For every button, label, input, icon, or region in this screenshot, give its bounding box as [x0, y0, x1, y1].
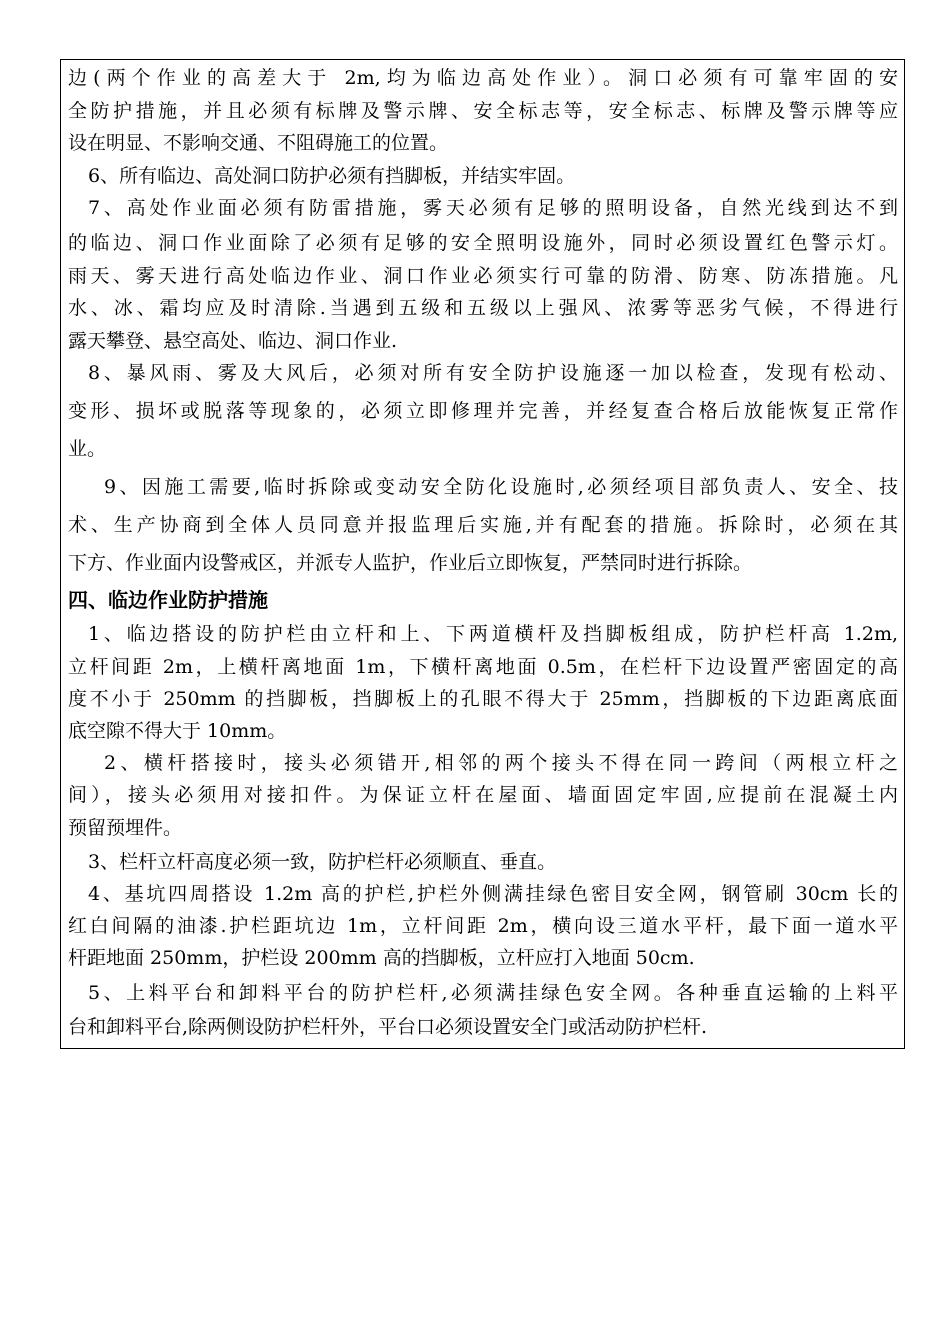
text-line: 立杆间距 2m，上横杆离地面 1m，下横杆离地面 0.5m，在栏杆下边设置严密固定的高 [68, 656, 898, 678]
text-line: 8、暴风雨、雾及大风后，必须对所有安全防护设施逐一加以检查，发现有松动、 [88, 362, 898, 384]
text-line: 红白间隔的油漆.护栏距坑边 1m，立杆间距 2m，横向设三道水平杆，最下面一道水平 [68, 915, 898, 937]
section-heading: 四、临边作业防护措施 [68, 588, 268, 612]
text-line: 间），接头必须用对接扣件。为保证立杆在屋面、墙面固定牢固,应提前在混凝土内 [68, 784, 898, 806]
text-line: 2、横杆搭接时，接头必须错开,相邻的两个接头不得在同一跨间（两根立杆之 [104, 752, 898, 774]
text-line: 6、所有临边、高处洞口防护必须有挡脚板，并结实牢固。 [88, 165, 576, 187]
text-line: 水、冰、霜均应及时清除.当遇到五级和五级以上强风、浓雾等恶劣气候，不得进行 [68, 297, 898, 319]
text-line: 杆距地面 250mm，护栏设 200mm 高的挡脚板，立杆应打入地面 50cm. [68, 947, 695, 969]
text-line: 设在明显、不影响交通、不阻碍施工的位置。 [68, 132, 449, 154]
text-line: 边(两个作业的高差大于 2m,均为临边高处作业）。洞口必须有可靠牢固的安 [68, 67, 898, 89]
text-line: 台和卸料平台,除两侧设防护栏杆外，平台口必须设置安全门或活动防护栏杆. [68, 1016, 708, 1038]
text-line: 3、栏杆立杆高度必须一致，防护栏杆必须顺直、垂直。 [88, 851, 557, 873]
text-line: 预留预埋件。 [68, 817, 183, 839]
text-line: 的临边、洞口作业面除了必须有足够的安全照明设施外，同时必须设置红色警示灯。 [68, 232, 898, 254]
text-line: 全防护措施，并且必须有标牌及警示牌、安全标志等，安全标志、标牌及警示牌等应 [68, 100, 898, 122]
text-line: 露天攀登、悬空高处、临边、洞口作业. [68, 330, 398, 352]
text-line: 业。 [68, 438, 107, 460]
text-line: 术、生产协商到全体人员同意并报监理后实施,并有配套的措施。拆除时，必须在其 [68, 514, 898, 536]
text-line: 4、基坑四周搭设 1.2m 高的护栏,护栏外侧满挂绿色密目安全网，钢管刷 30cm 长的 [88, 883, 898, 905]
text-line: 变形、损坏或脱落等现象的，必须立即修理并完善，并经复查合格后放能恢复正常作 [68, 400, 898, 422]
text-line: 7、高处作业面必须有防雷措施，雾天必须有足够的照明设备，自然光线到达不到 [88, 197, 898, 219]
text-line: 9、因施工需要,临时拆除或变动安全防化设施时,必须经项目部负责人、安全、技 [104, 476, 898, 498]
text-line: 5、上料平台和卸料平台的防护栏杆,必须满挂绿色安全网。各种垂直运输的上料平 [88, 982, 898, 1004]
text-line: 度不小于 250mm 的挡脚板，挡脚板上的孔眼不得大于 25mm，挡脚板的下边距离底面 [68, 688, 898, 710]
text-line: 下方、作业面内设警戒区，并派专人监护，作业后立即恢复，严禁同时进行拆除。 [68, 552, 753, 574]
text-line: 底空隙不得大于 10mm。 [68, 720, 287, 742]
text-line: 雨天、雾天进行高处临边作业、洞口作业必须实行可靠的防滑、防寒、防冻措施。凡 [68, 265, 898, 287]
text-line: 1、临边搭设的防护栏由立杆和上、下两道横杆及挡脚板组成，防护栏杆高 1.2m, [88, 623, 898, 645]
